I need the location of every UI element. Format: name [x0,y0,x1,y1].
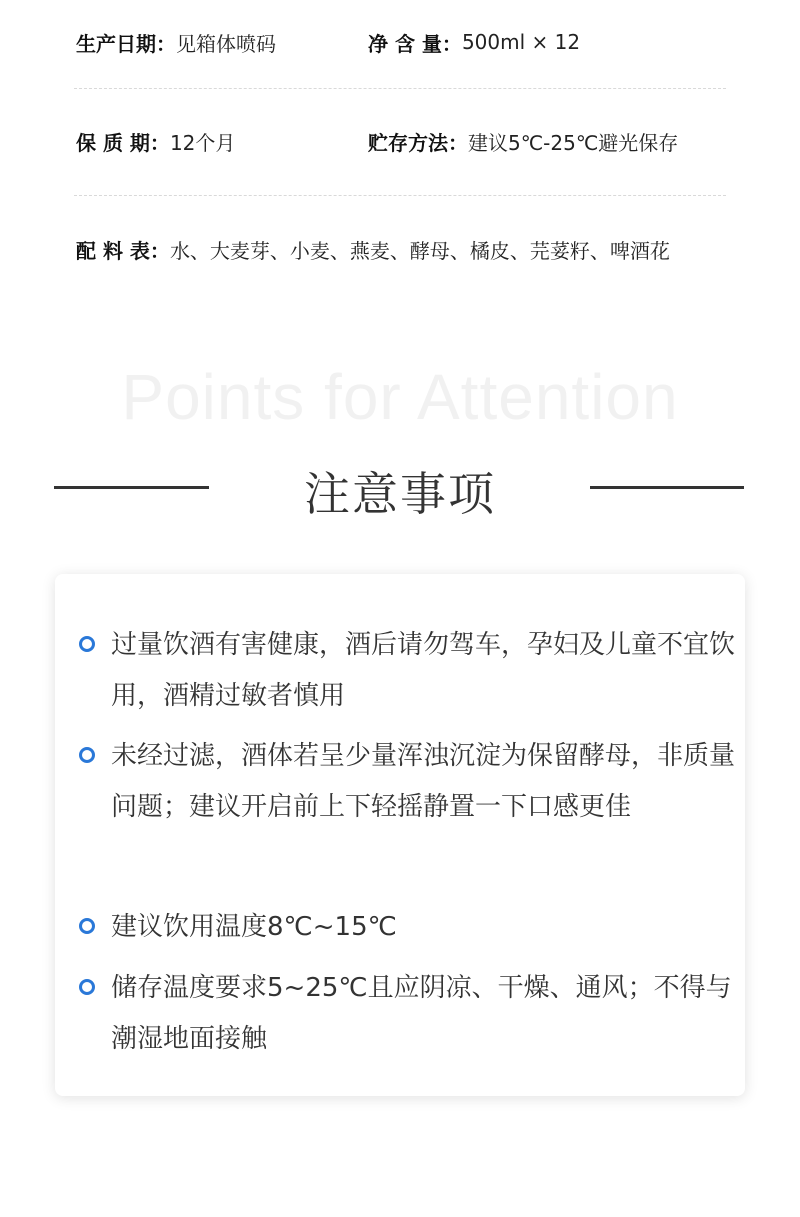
net-content-label: 净 含 量： [368,31,462,56]
ingredients [76,235,670,264]
divider [74,195,726,196]
bullet-circle-icon [79,918,95,934]
section-watermark: Points for Attention [121,361,679,433]
notice-card [55,574,745,1096]
bullet-circle-icon [79,979,95,995]
production-date-value: 见箱体喷码 [176,31,276,56]
bullet-circle-icon [79,636,95,652]
production-date-label: 生产日期： [76,31,176,56]
net-content [368,28,580,57]
spec-row-2 [76,126,726,156]
production-date [76,28,368,57]
notice-item: 过量饮酒有害健康，酒后请勿驾车，孕妇及儿童不宜饮用，酒精过敏者慎用 [111,630,736,711]
spec-row-3 [76,234,726,264]
storage-method-label: 贮存方法： [368,130,468,155]
shelf-life-label: 保 质 期： [76,130,170,155]
storage-method-value: 建议5℃-25℃避光保存 [468,130,679,155]
bullet-circle-icon [79,747,95,763]
ingredients-value: 水、大麦芽、小麦、燕麦、酵母、橘皮、芫荽籽、啤酒花 [169,238,670,263]
net-content-value: 500ml × 12 [461,30,581,54]
notice-item: 储存温度要求5~25℃且应阴凉、干燥、通风；不得与潮湿地面接触 [111,973,732,1054]
shelf-life [76,127,368,156]
shelf-life-value: 12个月 [169,130,236,155]
ingredients-label: 配 料 表： [76,238,170,263]
spec-row-1 [76,27,726,57]
storage-method [368,127,678,156]
section-title: 注意事项 [304,467,496,521]
divider [74,88,726,89]
notice-item: 建议饮用温度8℃~15℃ [111,912,397,942]
notice-item: 未经过滤，酒体若呈少量浑浊沉淀为保留酵母，非质量问题；建议开启前上下轻摇静置一下口感更佳 [111,741,736,822]
heading-line-right [590,486,744,489]
